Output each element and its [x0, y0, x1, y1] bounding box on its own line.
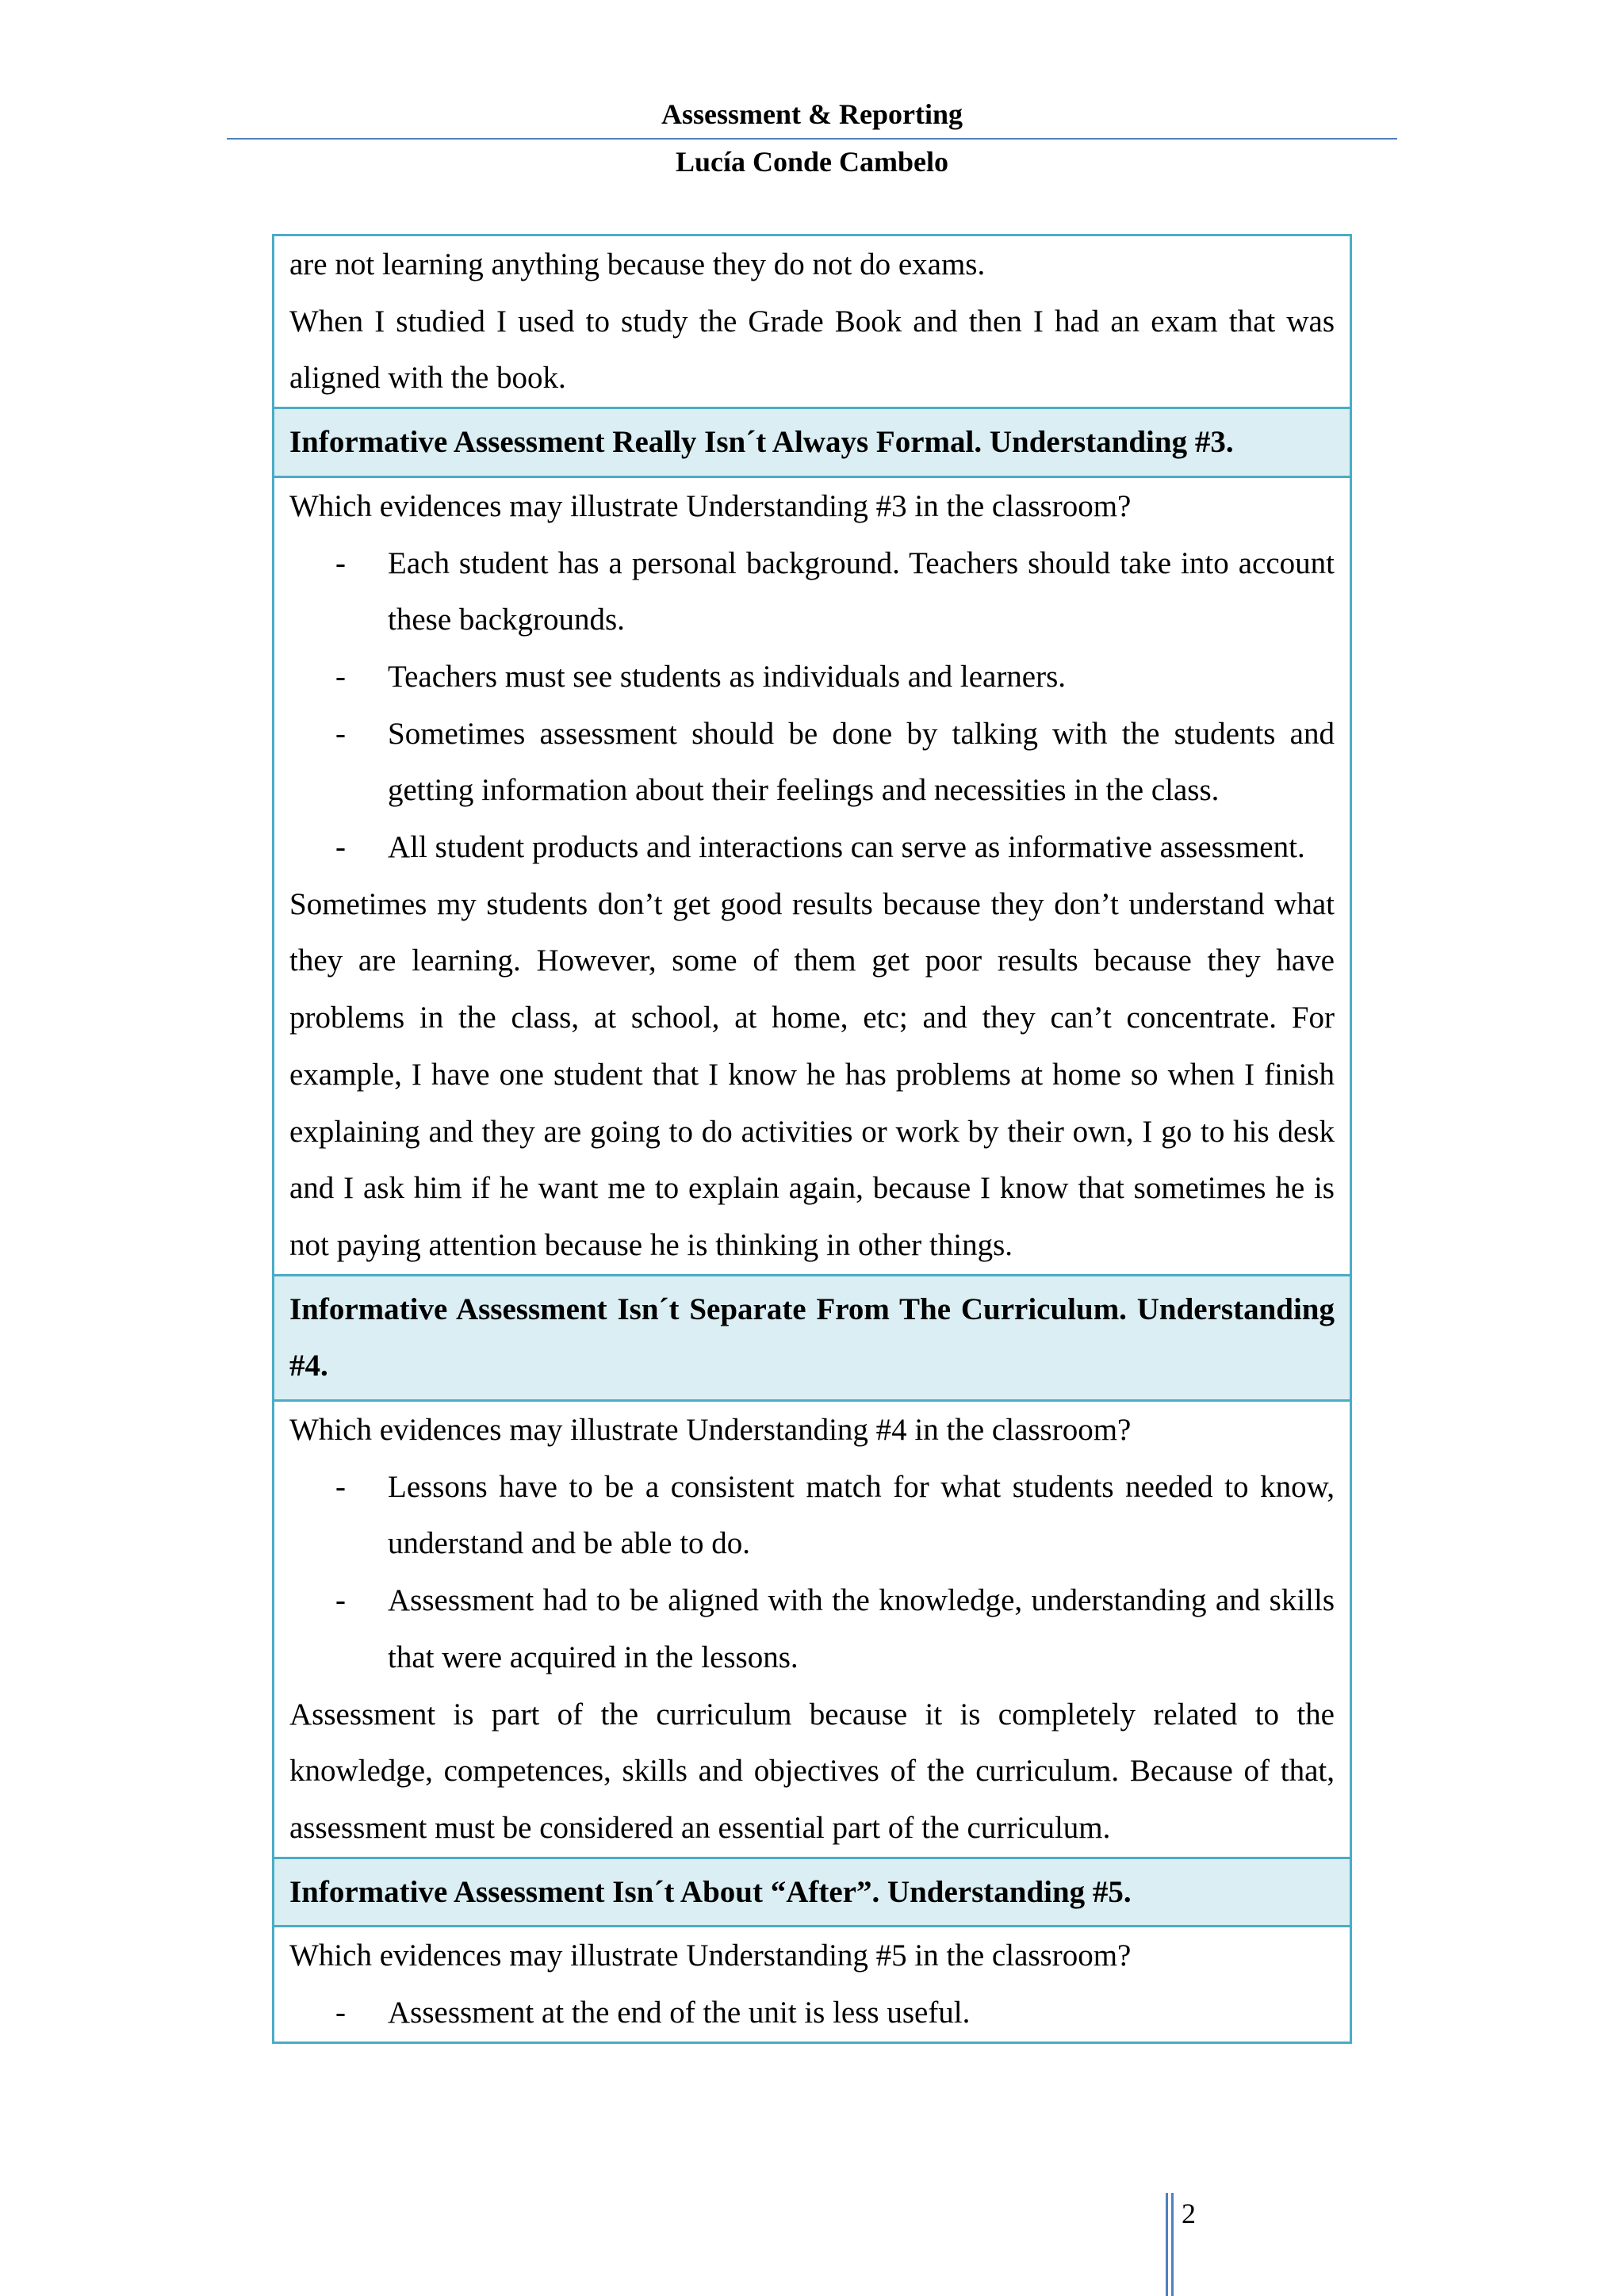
table-row — [274, 1858, 1351, 1927]
list-item-text: Assessment at the end of the unit is less useful. — [388, 1996, 971, 2030]
page-number: 2 — [1182, 2198, 1196, 2229]
list-item-text: All student products and interactions can serve as informative assessment. — [388, 830, 1305, 865]
table-row — [274, 1927, 1351, 2042]
bullet-dash: - — [335, 1583, 346, 1618]
paragraph: When I studied I used to study the Grade Book and then I had an exam that was aligned with the book. — [289, 304, 1335, 396]
paragraph: Assessment is part of the curriculum because it is completely related to the knowledge, competences, skills and objectives of the curriculum. Because of that, assessment must be considered an essential part of the curriculum. — [289, 1697, 1335, 1845]
table-row — [274, 408, 1351, 477]
list-item-text: Assessment had to be aligned with the knowledge, understanding and skills that were acquired in the lessons. — [388, 1583, 1335, 1674]
bullet-dash: - — [335, 716, 346, 751]
section-heading-understanding-4: Informative Assessment Isn´t Separate From The Curriculum. Understanding #4. — [274, 1275, 1351, 1400]
page-number-bar — [1166, 2193, 1168, 2296]
bullet-dash: - — [335, 659, 346, 694]
table-row — [274, 1275, 1351, 1400]
list-item — [289, 819, 1335, 876]
paragraph: Sometimes my students don’t get good results because they don’t understand what they are learning. However, some of them get poor results because they have problems in the class, at school, at home, etc; and they can’t concentrate. For example, I have one student that I know he has problems at home so when I finish explaining and they are going to do activities or work by their own, I go to his desk and I ask him if he want me to explain again, because I know that sometimes he is not paying attention because he is thinking in other things. — [289, 886, 1335, 1262]
list-item-text: Each student has a personal background. Teachers should take into account these backgrounds. — [388, 545, 1335, 637]
paragraph: are not learning anything because they do not do exams. — [289, 247, 986, 281]
question-text: Which evidences may illustrate Understanding #5 in the classroom? — [289, 1938, 1132, 1973]
question-text: Which evidences may illustrate Understanding #4 in the classroom? — [289, 1413, 1132, 1448]
reflection-table — [272, 234, 1352, 2044]
list-item — [289, 706, 1335, 819]
list-item — [289, 1572, 1335, 1686]
continuation-cell — [274, 235, 1351, 408]
table-row — [274, 1401, 1351, 1858]
question-text: Which evidences may illustrate Understanding #3 in the classroom? — [289, 488, 1132, 523]
list-item-text: Sometimes assessment should be done by talking with the students and getting information about their feelings and necessities in the class. — [388, 716, 1335, 808]
table-row — [274, 476, 1351, 1275]
understanding-5-cell — [274, 1927, 1351, 2042]
section-heading-understanding-3: Informative Assessment Really Isn´t Always Formal. Understanding #3. — [274, 408, 1351, 477]
page-number-bar — [1171, 2193, 1174, 2296]
bullet-dash: - — [335, 545, 346, 580]
list-item-text: Lessons have to be a consistent match for what students needed to know, understand and be able to do. — [388, 1469, 1335, 1561]
running-header-title: Assessment & Reporting — [661, 98, 963, 130]
header-divider — [227, 138, 1397, 140]
list-item — [289, 535, 1335, 649]
understanding-4-cell — [274, 1401, 1351, 1858]
table-row — [274, 235, 1351, 408]
list-item — [289, 1459, 1335, 1572]
bullet-dash: - — [335, 830, 346, 865]
section-heading-understanding-5: Informative Assessment Isn´t About “After”. Understanding #5. — [274, 1858, 1351, 1927]
bullet-dash: - — [335, 1996, 346, 2030]
understanding-3-cell — [274, 476, 1351, 1275]
list-item-text: Teachers must see students as individuals and learners. — [388, 659, 1067, 694]
bullet-dash: - — [335, 1469, 346, 1504]
running-header-author: Lucía Conde Cambelo — [675, 146, 949, 178]
list-item — [289, 649, 1335, 706]
list-item — [289, 1984, 1335, 2042]
